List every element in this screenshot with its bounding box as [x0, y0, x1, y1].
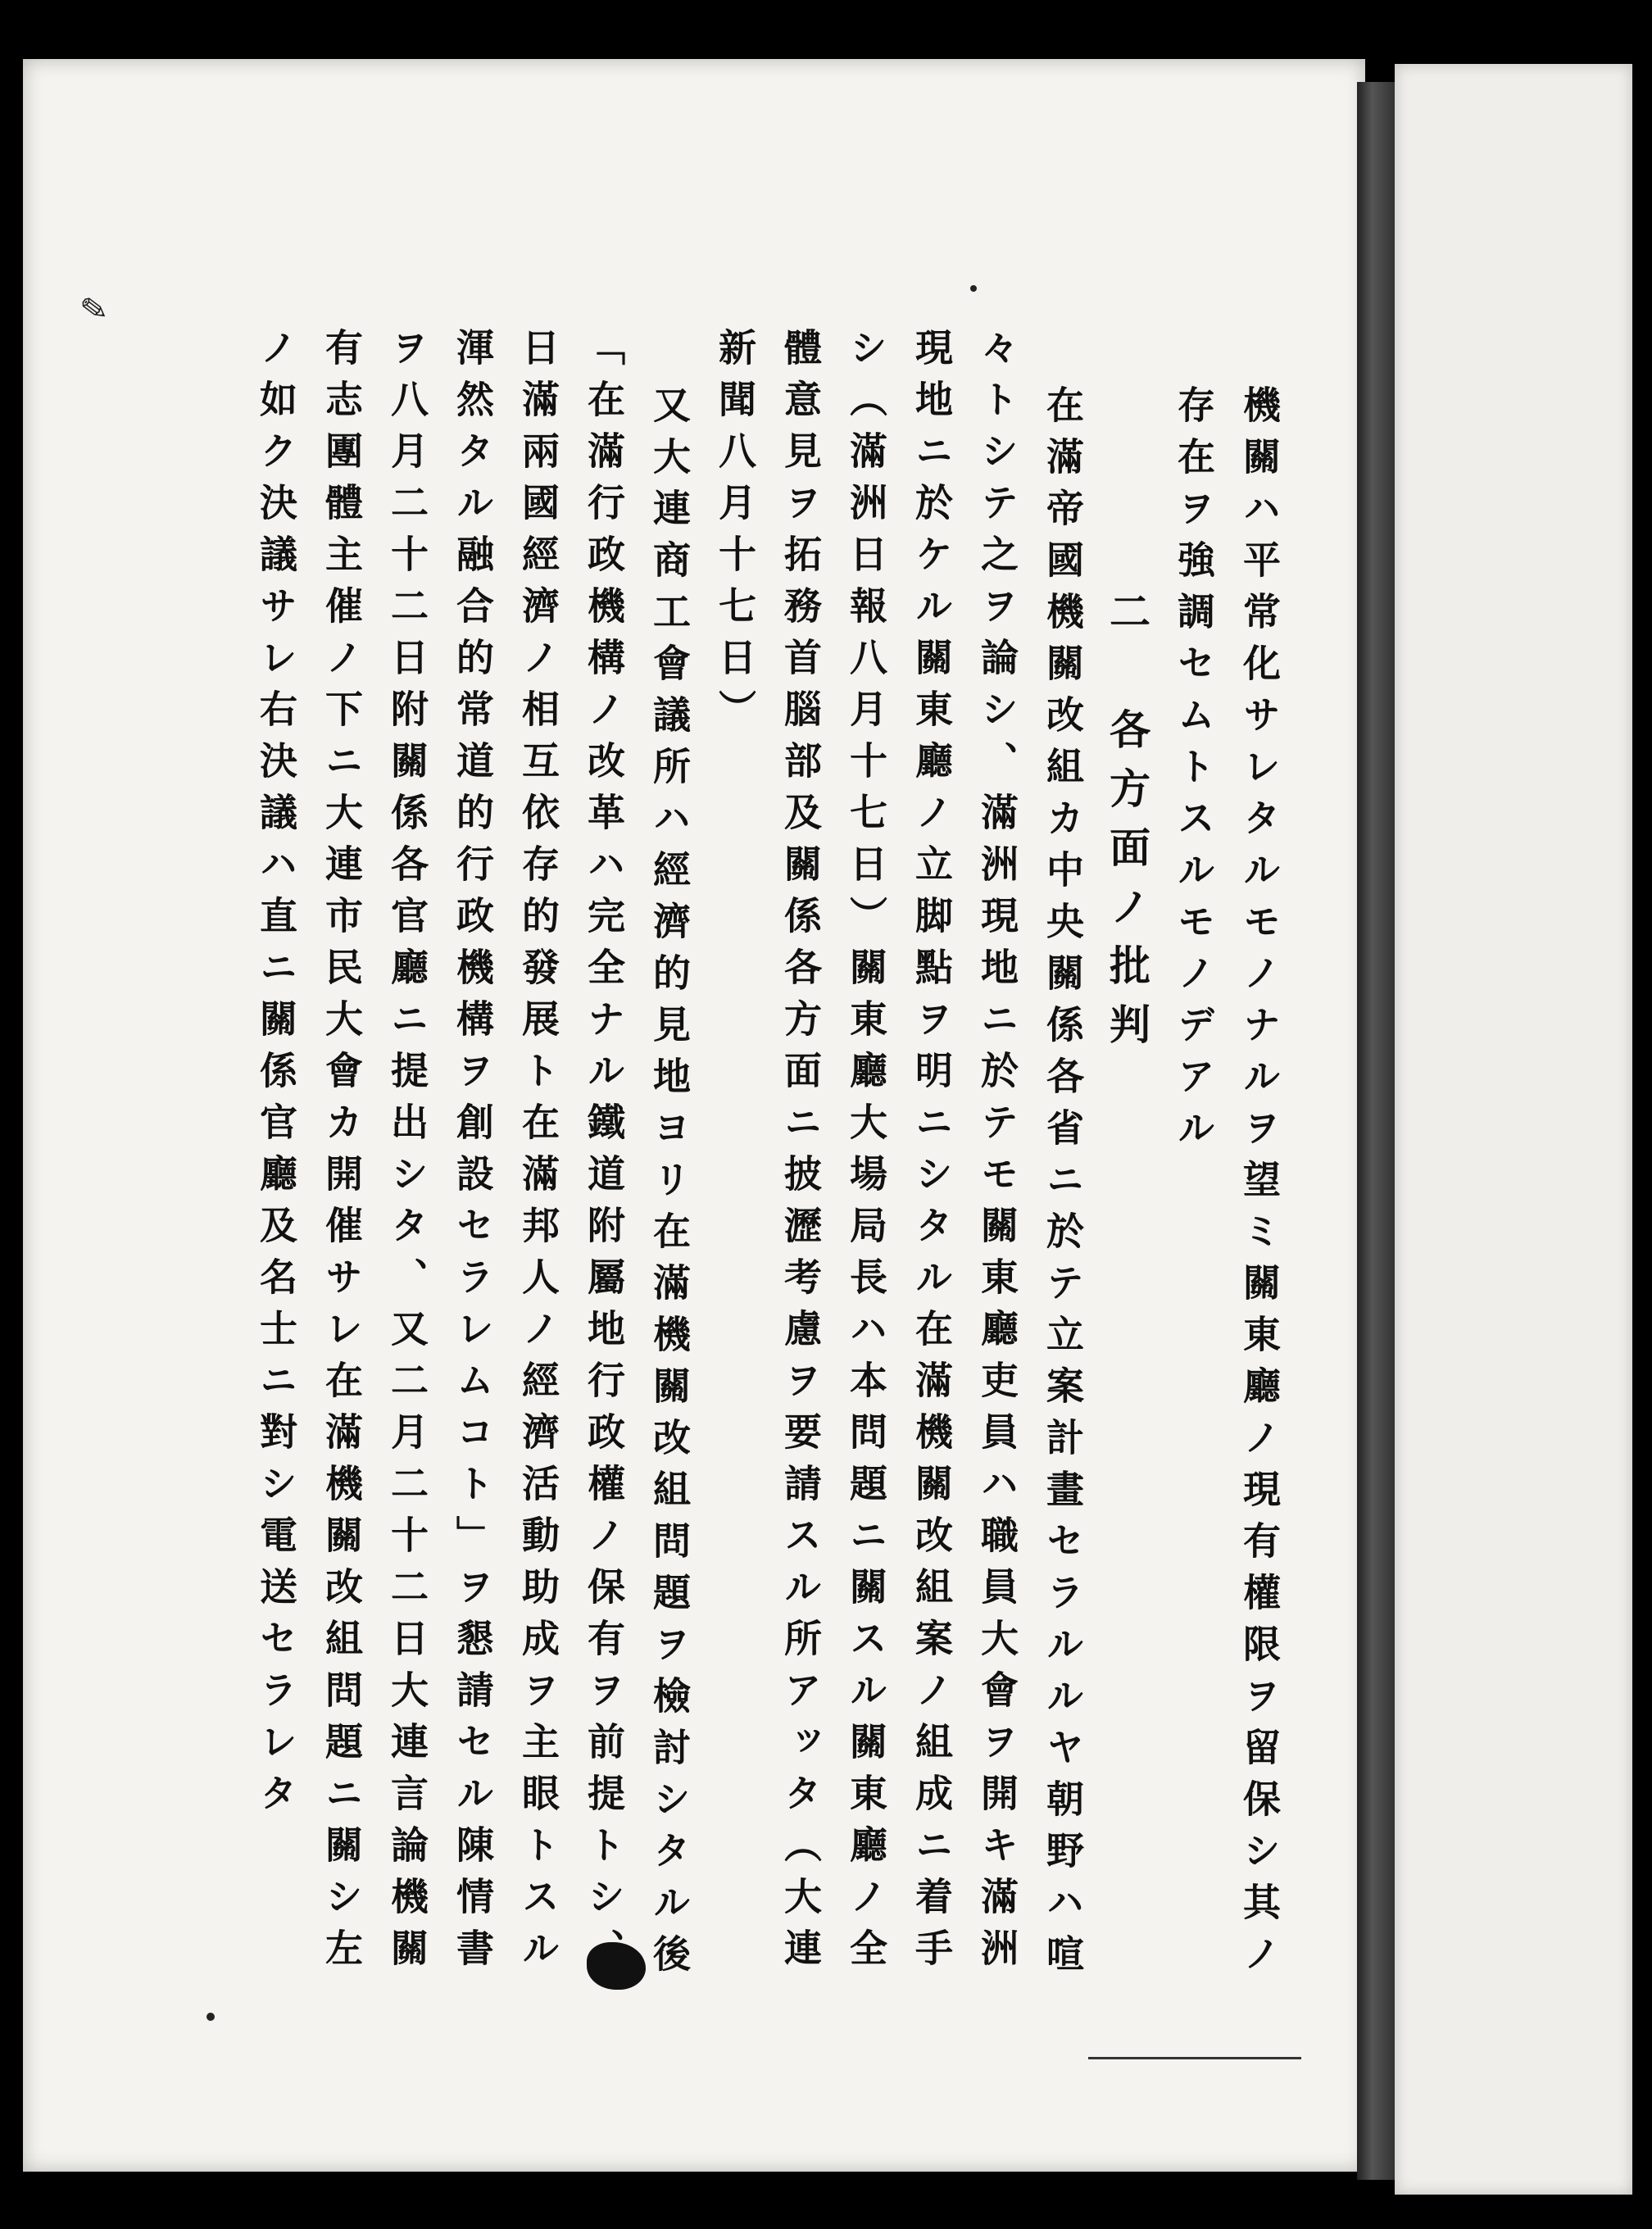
ink-speck [970, 285, 977, 292]
text-column: 又大連商工會議所ハ經濟的見地ヨリ在滿機關改組問題ヲ檢討シタル後 [647, 385, 692, 1986]
text-column: 體意見ヲ拓務首腦部及關係各方面ニ披瀝考慮ヲ要請スル所アッタ（大連 [778, 328, 823, 1980]
text-column: シ（滿洲日報八月十七日）關東廳大場局長ハ本問題ニ關スル關東廳ノ全 [844, 328, 888, 1980]
text-column: 存在ヲ強調セムトスルモノデアル [1172, 385, 1216, 1160]
text-column: 機關ハ平常化サレタルモノナルヲ望ミ關東廳ノ現有權限ヲ留保シ其ノ [1237, 385, 1282, 1986]
section-heading: 二 各方面ノ批判 [1103, 590, 1151, 1062]
text-column: ノ如ク決議サレ右決議ハ直ニ關係官廳及名士ニ對シ電送セラレタ [254, 328, 298, 1825]
marginal-mark-icon: ✎ [77, 288, 111, 331]
text-column: 渾然タル融合的常道的行政機構ヲ創設セラレムコト」ヲ懇請セル陳情書 [451, 328, 495, 1980]
text-column: 現地ニ於ケル關東廳ノ立脚點ヲ明ニシタル在滿機關改組案ノ組成ニ着手 [910, 328, 954, 1980]
text-column: ヲ八月二十二日附關係各官廳ニ提出シタ、又二月二十二日大連言論機關 [385, 328, 429, 1980]
text-column: 「在滿行政機構ノ改革ハ完全ナル鐵道附屬地行政權ノ保有ヲ前提トシ、 [582, 328, 626, 1980]
right-page-edge [1395, 64, 1632, 2195]
text-column: 々トシテ之ヲ論シ、滿洲現地ニ於テモ關東廳吏員ハ職員大會ヲ開キ滿洲 [975, 328, 1019, 1980]
text-column: 有志團體主催ノ下ニ大連市民大會カ開催サレ在滿機關改組問題ニ關シ左 [320, 328, 364, 1980]
vertical-text-block [66, 328, 1282, 2114]
book-spine [1357, 82, 1395, 2180]
text-column: 在滿帝國機關改組カ中央關係各省ニ於テ立案計畫セラルルヤ朝野ハ喧 [1041, 385, 1085, 1986]
text-column: 新聞八月十七日） [713, 328, 757, 741]
text-column: 日滿兩國經濟ノ相互依存的發展ト在滿邦人ノ經濟活動助成ヲ主眼トスル [516, 328, 560, 1980]
